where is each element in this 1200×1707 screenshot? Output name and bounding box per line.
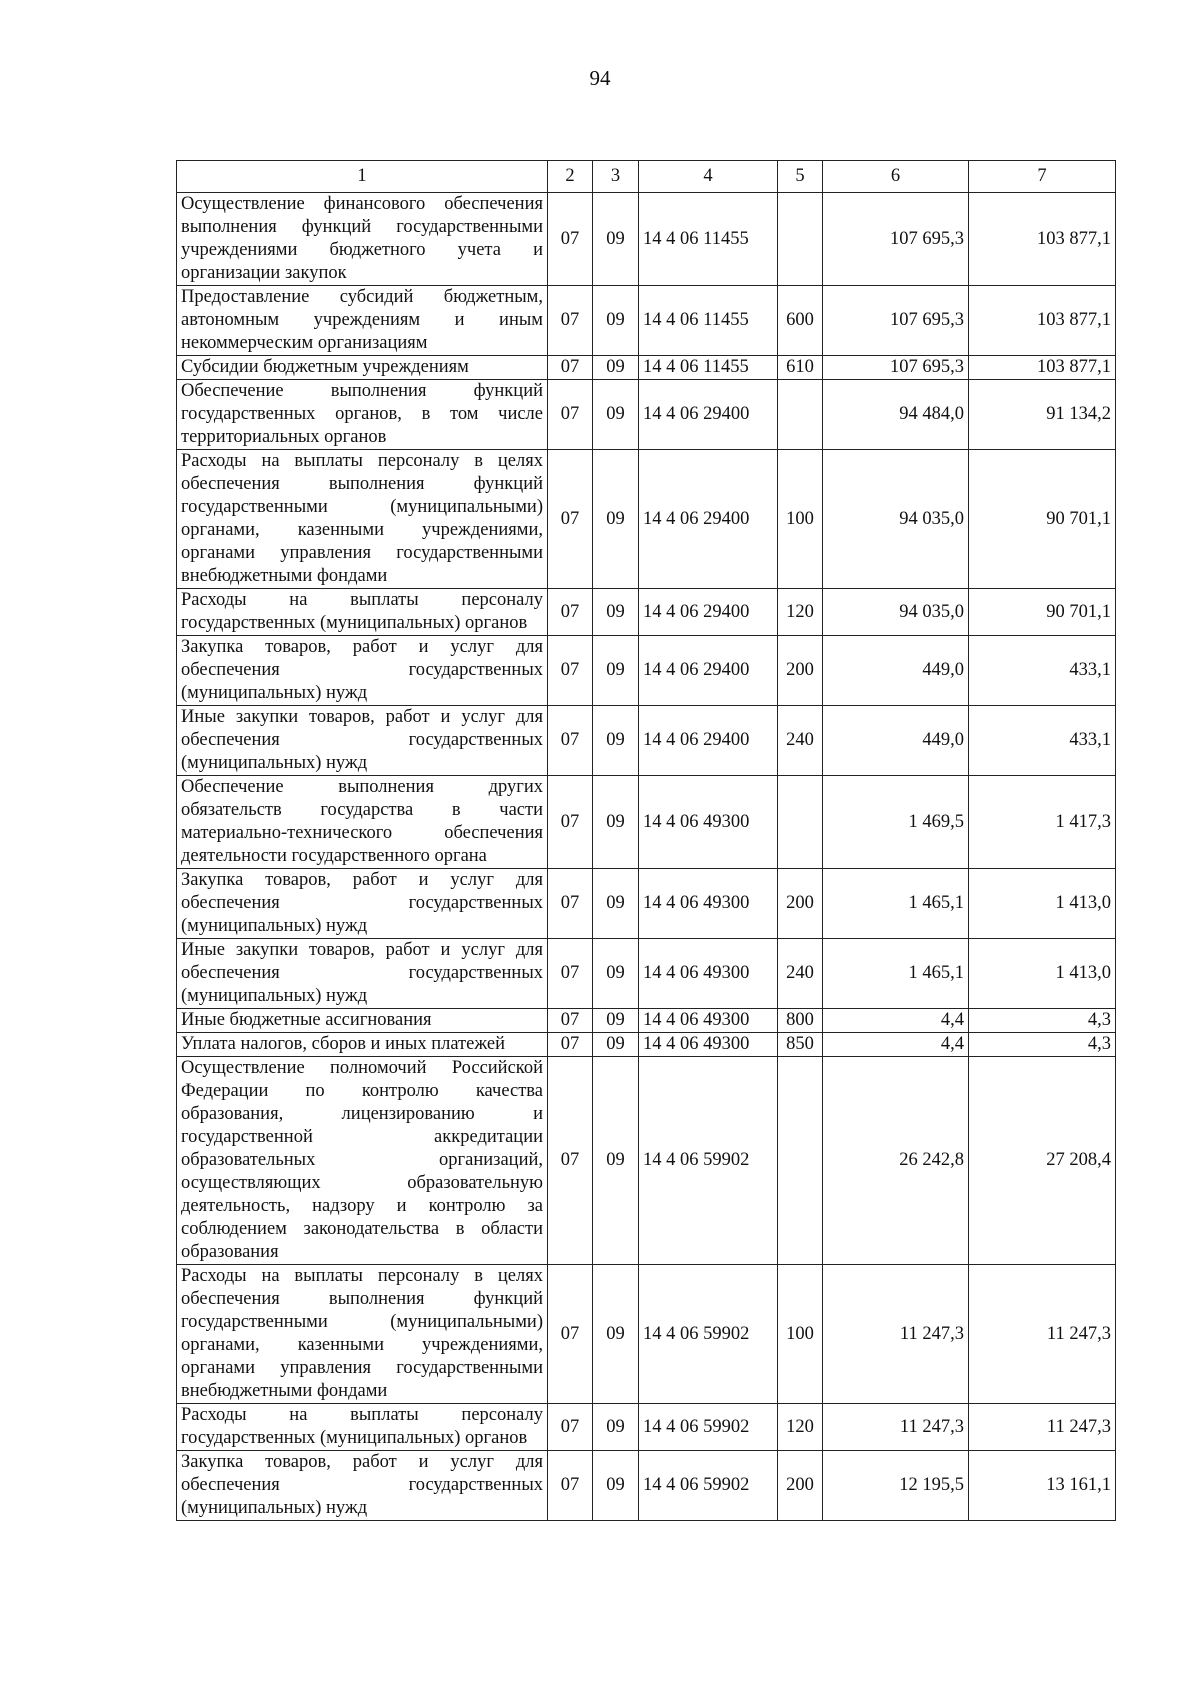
row-description: Расходы на выплаты персоналу государственных (муниципальных) органов [177, 589, 548, 636]
section-code: 07 [548, 1057, 593, 1265]
expense-type-code: 240 [778, 939, 823, 1009]
subsection-code: 09 [593, 286, 639, 356]
row-description: Осуществление полномочий Российской Федерации по контролю качества образования, лицензированию и государственной аккредитации образовательных организаций, осуществляющих образовательную деятельность, надзору и контролю за соблюдением законодательства в области образования [177, 1057, 548, 1265]
subsection-code: 09 [593, 1057, 639, 1265]
column-header-5: 5 [778, 161, 823, 193]
expense-type-code: 120 [778, 589, 823, 636]
expense-type-code: 100 [778, 1265, 823, 1404]
expense-type-code [778, 193, 823, 286]
target-article-code: 14 4 06 49300 [639, 1033, 778, 1057]
amount-col7: 90 701,1 [969, 450, 1116, 589]
subsection-code: 09 [593, 1404, 639, 1451]
subsection-code: 09 [593, 589, 639, 636]
amount-col7: 27 208,4 [969, 1057, 1116, 1265]
amount-col6: 94 035,0 [823, 450, 969, 589]
column-header-2: 2 [548, 161, 593, 193]
amount-col7: 13 161,1 [969, 1451, 1116, 1521]
expense-type-code: 800 [778, 1009, 823, 1033]
table-row [177, 1009, 1116, 1033]
table-row [177, 1451, 1116, 1521]
column-header-4: 4 [639, 161, 778, 193]
column-header-1: 1 [177, 161, 548, 193]
amount-col7: 433,1 [969, 706, 1116, 776]
target-article-code: 14 4 06 59902 [639, 1404, 778, 1451]
row-description: Расходы на выплаты персоналу в целях обеспечения выполнения функций государственными (муниципальными) органами, казенными учреждениями, органами управления государственными внебюджетными фондами [177, 450, 548, 589]
page-number: 94 [589, 66, 611, 90]
target-article-code: 14 4 06 29400 [639, 636, 778, 706]
expense-type-code: 600 [778, 286, 823, 356]
amount-col6: 1 465,1 [823, 939, 969, 1009]
amount-col6: 107 695,3 [823, 286, 969, 356]
table-row [177, 939, 1116, 1009]
table-row [177, 636, 1116, 706]
table-row [177, 869, 1116, 939]
expense-type-code: 850 [778, 1033, 823, 1057]
amount-col7: 103 877,1 [969, 356, 1116, 380]
row-description: Субсидии бюджетным учреждениям [177, 356, 548, 380]
row-description: Иные закупки товаров, работ и услуг для обеспечения государственных (муниципальных) нужд [177, 706, 548, 776]
amount-col6: 107 695,3 [823, 356, 969, 380]
section-code: 07 [548, 776, 593, 869]
section-code: 07 [548, 1009, 593, 1033]
row-description: Обеспечение выполнения других обязательств государства в части материально-технического обеспечения деятельности государственного органа [177, 776, 548, 869]
row-description: Закупка товаров, работ и услуг для обеспечения государственных (муниципальных) нужд [177, 636, 548, 706]
section-code: 07 [548, 636, 593, 706]
row-description: Иные бюджетные ассигнования [177, 1009, 548, 1033]
section-code: 07 [548, 589, 593, 636]
amount-col7: 1 417,3 [969, 776, 1116, 869]
column-header-3: 3 [593, 161, 639, 193]
section-code: 07 [548, 1033, 593, 1057]
expense-type-code: 200 [778, 1451, 823, 1521]
table-row [177, 450, 1116, 589]
row-description: Закупка товаров, работ и услуг для обеспечения государственных (муниципальных) нужд [177, 869, 548, 939]
expense-type-code [778, 380, 823, 450]
table-row [177, 1057, 1116, 1265]
subsection-code: 09 [593, 939, 639, 1009]
header-row [177, 161, 1116, 193]
amount-col6: 94 484,0 [823, 380, 969, 450]
target-article-code: 14 4 06 59902 [639, 1451, 778, 1521]
subsection-code: 09 [593, 1009, 639, 1033]
row-description: Иные закупки товаров, работ и услуг для обеспечения государственных (муниципальных) нужд [177, 939, 548, 1009]
table-row [177, 356, 1116, 380]
section-code: 07 [548, 706, 593, 776]
amount-col6: 449,0 [823, 706, 969, 776]
subsection-code: 09 [593, 450, 639, 589]
table-row [177, 589, 1116, 636]
target-article-code: 14 4 06 11455 [639, 356, 778, 380]
row-description: Расходы на выплаты персоналу в целях обеспечения выполнения функций государственными (муниципальными) органами, казенными учреждениями, органами управления государственными внебюджетными фондами [177, 1265, 548, 1404]
subsection-code: 09 [593, 1265, 639, 1404]
expense-type-code [778, 1057, 823, 1265]
target-article-code: 14 4 06 29400 [639, 380, 778, 450]
amount-col7: 433,1 [969, 636, 1116, 706]
amount-col7: 91 134,2 [969, 380, 1116, 450]
row-description: Обеспечение выполнения функций государственных органов, в том числе территориальных органов [177, 380, 548, 450]
row-description: Осуществление финансового обеспечения выполнения функций государственными учреждениями бюджетного учета и организации закупок [177, 193, 548, 286]
amount-col7: 1 413,0 [969, 869, 1116, 939]
expense-type-code [778, 776, 823, 869]
target-article-code: 14 4 06 49300 [639, 939, 778, 1009]
table-row [177, 776, 1116, 869]
amount-col7: 4,3 [969, 1033, 1116, 1057]
target-article-code: 14 4 06 11455 [639, 193, 778, 286]
amount-col6: 11 247,3 [823, 1265, 969, 1404]
target-article-code: 14 4 06 49300 [639, 776, 778, 869]
amount-col7: 11 247,3 [969, 1265, 1116, 1404]
target-article-code: 14 4 06 11455 [639, 286, 778, 356]
expense-type-code: 120 [778, 1404, 823, 1451]
amount-col6: 12 195,5 [823, 1451, 969, 1521]
subsection-code: 09 [593, 776, 639, 869]
column-header-6: 6 [823, 161, 969, 193]
amount-col6: 449,0 [823, 636, 969, 706]
target-article-code: 14 4 06 49300 [639, 869, 778, 939]
amount-col6: 1 469,5 [823, 776, 969, 869]
row-description: Закупка товаров, работ и услуг для обеспечения государственных (муниципальных) нужд [177, 1451, 548, 1521]
section-code: 07 [548, 1265, 593, 1404]
amount-col6: 1 465,1 [823, 869, 969, 939]
section-code: 07 [548, 1451, 593, 1521]
subsection-code: 09 [593, 636, 639, 706]
table-row [177, 193, 1116, 286]
row-description: Уплата налогов, сборов и иных платежей [177, 1033, 548, 1057]
budget-table [176, 160, 1116, 1521]
section-code: 07 [548, 450, 593, 589]
table-row [177, 1404, 1116, 1451]
amount-col6: 107 695,3 [823, 193, 969, 286]
section-code: 07 [548, 286, 593, 356]
subsection-code: 09 [593, 380, 639, 450]
subsection-code: 09 [593, 1033, 639, 1057]
expense-type-code: 200 [778, 636, 823, 706]
section-code: 07 [548, 193, 593, 286]
subsection-code: 09 [593, 193, 639, 286]
target-article-code: 14 4 06 29400 [639, 450, 778, 589]
table-row [177, 1265, 1116, 1404]
row-description: Предоставление субсидий бюджетным, автономным учреждениям и иным некоммерческим организациям [177, 286, 548, 356]
amount-col6: 4,4 [823, 1009, 969, 1033]
subsection-code: 09 [593, 1451, 639, 1521]
subsection-code: 09 [593, 356, 639, 380]
amount-col6: 4,4 [823, 1033, 969, 1057]
table-row [177, 380, 1116, 450]
subsection-code: 09 [593, 869, 639, 939]
amount-col7: 11 247,3 [969, 1404, 1116, 1451]
section-code: 07 [548, 939, 593, 1009]
expense-type-code: 100 [778, 450, 823, 589]
target-article-code: 14 4 06 59902 [639, 1265, 778, 1404]
section-code: 07 [548, 356, 593, 380]
column-header-7: 7 [969, 161, 1116, 193]
expense-type-code: 610 [778, 356, 823, 380]
target-article-code: 14 4 06 29400 [639, 589, 778, 636]
amount-col6: 26 242,8 [823, 1057, 969, 1265]
amount-col7: 103 877,1 [969, 286, 1116, 356]
amount-col7: 103 877,1 [969, 193, 1116, 286]
target-article-code: 14 4 06 49300 [639, 1009, 778, 1033]
table-row [177, 286, 1116, 356]
target-article-code: 14 4 06 29400 [639, 706, 778, 776]
section-code: 07 [548, 380, 593, 450]
amount-col7: 1 413,0 [969, 939, 1116, 1009]
table-row [177, 706, 1116, 776]
subsection-code: 09 [593, 706, 639, 776]
table-row [177, 1033, 1116, 1057]
expense-type-code: 200 [778, 869, 823, 939]
section-code: 07 [548, 1404, 593, 1451]
section-code: 07 [548, 869, 593, 939]
amount-col7: 90 701,1 [969, 589, 1116, 636]
expense-type-code: 240 [778, 706, 823, 776]
target-article-code: 14 4 06 59902 [639, 1057, 778, 1265]
amount-col7: 4,3 [969, 1009, 1116, 1033]
amount-col6: 11 247,3 [823, 1404, 969, 1451]
row-description: Расходы на выплаты персоналу государственных (муниципальных) органов [177, 1404, 548, 1451]
amount-col6: 94 035,0 [823, 589, 969, 636]
